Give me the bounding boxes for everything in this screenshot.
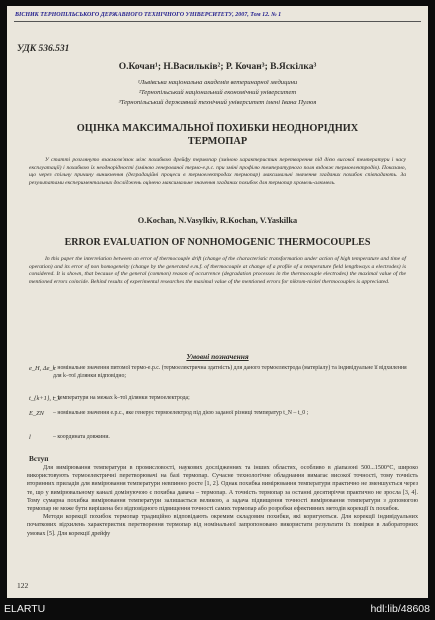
symbol-item xyxy=(29,365,414,389)
affiliation-2: ²Тернопільський національний економічний університет xyxy=(138,89,297,96)
symbol-description: – температури на межах k–тої ділянки термоелектрода; xyxy=(53,395,190,401)
symbol: l xyxy=(29,434,31,441)
title-ua-line-2: ТЕРМОПАР xyxy=(187,136,248,147)
affiliation-3: ³Тернопільський державний технічний університет імені Івана Пулюя xyxy=(118,99,317,106)
affiliation-1: ¹Львівська національна академія ветеринарної медицини xyxy=(137,79,298,86)
udk-code: УДК 536.531 xyxy=(17,44,70,54)
authors-ua: О.Кочан¹; Н.Васильків²; Р. Кочан³; В.Яскілка³ xyxy=(118,62,317,72)
symbol: E_ZN xyxy=(29,410,44,417)
symbols-heading: Умовні позначення xyxy=(186,352,249,361)
scanned-page xyxy=(7,6,428,598)
page-number: 122 xyxy=(17,581,29,590)
symbol-description: – номінальне значення питомої термо-е.р.с. (термоелектрична здатність) для даного термоелектрода (матеріалу) та індивідуальне її відхилення для k–тої ділянки відповідно; xyxy=(53,365,407,379)
journal-header: ВІСНИК ТЕРНОПІЛЬСЬКОГО ДЕРЖАВНОГО ТЕХНІЧНОГО УНІВЕРСИТЕТУ, 2007, Том 12. № 1 xyxy=(15,12,282,18)
symbol-description: – координата довжини. xyxy=(53,434,110,440)
footer-handle: hdl:lib/48608 xyxy=(370,603,430,615)
header-rule xyxy=(14,21,421,22)
abstract-ua: У статті розглянуто взаємозв'язок між похибкою дрейфу термопар (зміною характеристик перетворення під дією високої температури і часу експлуатації) і похибкою їх неоднорідності (зміною генерованої термо-е.р.с. при зміні профілю температурного поля вздовж термоелектродів). Показано, що через спільну причину виникнення (деградаційні процеси в термоелектродах термопар) максимальні значення згаданих похибок співпадають. За результатами експериментальних досліджень оцінено максимальне значення згаданих похибок для термопар хромель-алюмель. xyxy=(29,157,406,187)
abstract-en: In this paper the interrelation between an error of thermocouple drift (change of the characteristic transformation under action of high temperature and time of operation) and its error of non homogeneity (change by the generated e.m.f. of thermocouple at change of a profile of a temperature field lengthways a electrodes) is considered. It is shown, that because of the general (common) reason of occurrence (degradation processes in the thermocouple electrodes) the maximal value of the mentioned errors coincide. Behind results of experimental researches the maximal value of the mentioned errors for nikrom-nickel thermocouples is appreciated. xyxy=(29,256,406,286)
intro-heading: Вступ xyxy=(29,454,49,463)
intro-paragraph-1: Для вимірювання температури в промисловості, наукових дослідженнях та інших областях, особливо в діапазоні 500...1500°С, широко використовують термоелектричні перетворювачі на базі термопар. Сучасне технологічне обладнання вимагає високої точності, тому точність вторинних приладів для вимірювання температури невпинно росте [1, 2]. Однак похибка вимірювання температури практично не зменшується через те, що у вимірювальному каналі домінуючою є похибка давача – термопар. А точність термопар за останні десятиріччя практично не зросла [3, 4]. Тому сумарна похибка вимірювання температури залишається великою, а задача підвищення точності вимірювання температури з допомогою термопар не може бути вирішена без відповідного підвищення точності самих термопар або розробки ефективних методів корекції їх похибок. xyxy=(27,465,418,513)
title-en: ERROR EVALUATION OF NONHOMOGENIC THERMOCOUPLES xyxy=(64,237,371,248)
intro-body xyxy=(27,464,418,538)
footer-repository-name: ELARTU xyxy=(4,603,46,615)
authors-en: O.Kochan, N.Vasylkiv, R.Kochan, V.Yaskilka xyxy=(137,216,298,225)
symbol-description: – номінальне значення е.р.с., яке генерує термоелектрод під дією заданої різниці температур t_N – t_0 ; xyxy=(53,410,309,416)
symbol: t_{k+1}, t_k xyxy=(29,395,61,402)
intro-paragraph-2: Методи корекції похибок термопар традиційно відповідають окремим складовим похибки, які коригуються. Для корекції індивідуальних початкових відхилень характеристик перетворення термопар від номінальної запропоновано використати результати їх повірки в лабораторних умовах [5]. Для корекції дрейфу xyxy=(27,514,418,537)
title-ua-line-1: ОЦІНКА МАКСИМАЛЬНОЇ ПОХИБКИ НЕОДНОРІДНИХ xyxy=(76,123,359,134)
symbol: e_H, Δe_k xyxy=(29,365,56,372)
